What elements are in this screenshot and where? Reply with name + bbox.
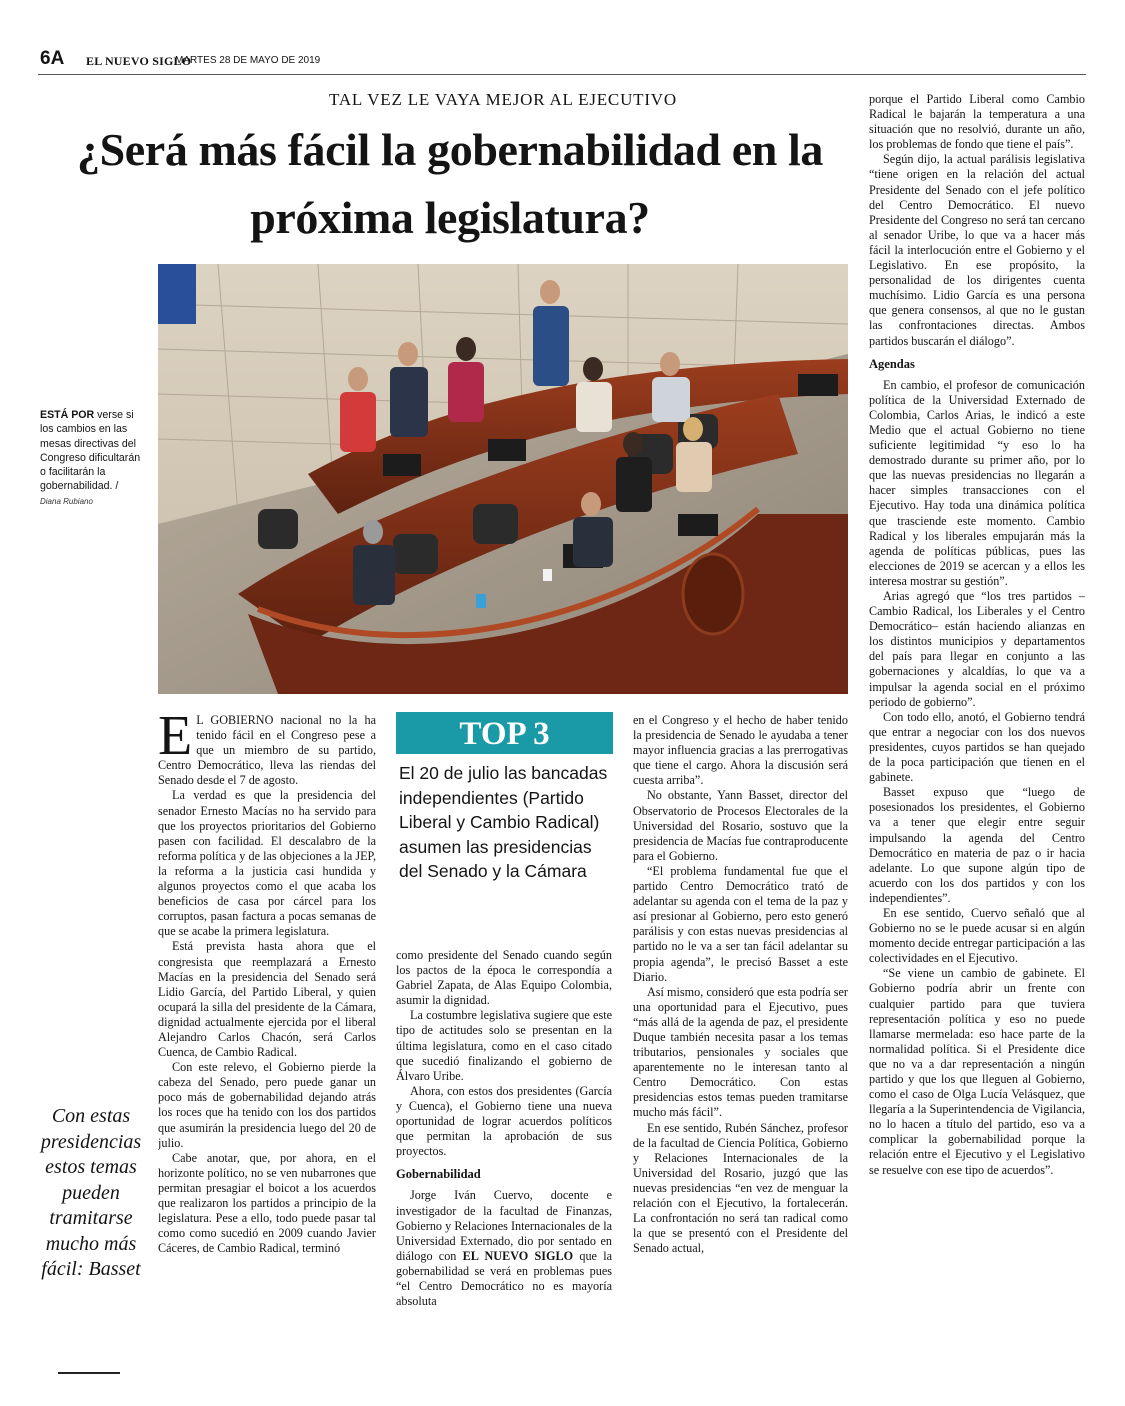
issue-date: MARTES 28 DE MAYO DE 2019 [175, 55, 321, 66]
article-paragraph: Arias agregó que “los tres partidos –Cambio Radical, los Liberales y el Centro Democrático– están haciendo alianzas en los distintos municipios y departamentos del país para llegar en conjunto a las gobernaciones y alcaldías, lo que va a impulsar la agenda social en el próximo periodo de gobierno”. [869, 589, 1085, 709]
subhead-agendas: Agendas [869, 356, 915, 371]
article-paragraph: Así mismo, consideró que esta podría ser una oportunidad para el Ejecutivo, pues “más allá de la agenda de paz, el presidente Duque también necesita pasar a los temas tributarios, pensionales y sociales que aparentemente no le interesan tanto al Centro Democrático. Con estas presidencias estos temas pueden tramitarse mucho más fácil”. [633, 984, 848, 1120]
article-column-1 [158, 713, 376, 1395]
article-lead-paragraph: E L GOBIERNO nacional no la ha tenido fácil en el Congreso pese a que un miembro de su partido, Centro Democrático, lleva las riendas del Senado desde el 7 de agosto. [158, 713, 376, 788]
top3-banner: TOP 3 [396, 712, 613, 754]
article-paragraph: “Se viene un cambio de gabinete. El Gobierno podría abrir un frente con cualquier partido para que tuviera representación política y eso no puede llamarse mermelada: eso hace parte de la normalidad política. Si el Presidente dice que no va a dar representación a ningún partido y que los que lleguen al Gobierno, como el caso de Olga Lucía Velásquez, que llegaría a la Superintendencia de Vigilancia, no lo hacen a título del partido, eso va a complicar la gobernabilidad porque la relación entre el Ejecutivo y el Legislativo se resuelve con ese tipo de acuerdos”. [869, 966, 1085, 1177]
article-paragraph: Ahora, con estos dos presidentes (García y Cuenca), el Gobierno tiene una nueva oportunidad de lograr acuerdos políticos que permitan la aprobación de sus proyectos. [396, 1083, 612, 1159]
caption-lead: ESTÁ POR [40, 409, 95, 421]
article-paragraph: Está prevista hasta ahora que el congresista que reemplazará a Ernesto Macías en la presidencia del Senado será Lidio García, del Partido Liberal, y quien ocupará la silla del presidente de la Cámara, dignidad actualmente ejercida por el liberal Alejandro Carlos Chacón, será Carlos Cuenca, de Cambio Radical. [158, 939, 376, 1060]
senate-chamber-photo [158, 264, 848, 694]
pull-quote-rule [58, 1372, 120, 1374]
article-paragraph: Cabe anotar, que, por ahora, en el horizonte político, no se ven nubarrones que permitan presagiar el boicot a los acuerdos que realizaron los partidos a principio de la legislatura. Pese a ello, todo puede pasar tal como como sucedió en 2009 cuando Javier Cáceres, de Cambio Radical, terminó [158, 1150, 376, 1256]
article-paragraph: En ese sentido, Cuervo señaló que al Gobierno no se le puede acusar si en algún momento decide entregar participación a las colectividades en el Ejecutivo. [869, 905, 1085, 966]
top3-text: El 20 de julio las bancadas independientes (Partido Liberal y Cambio Radical) asumen las presidencias del Senado y la Cámara [399, 763, 608, 881]
article-column-2-top [396, 948, 612, 1309]
subhead-gobernabilidad: Gobernabilidad [396, 1167, 481, 1182]
article-paragraph: En ese sentido, Rubén Sánchez, profesor de la facultad de Ciencia Política, Gobierno y Relaciones Internacionales de la Universidad del Rosario, juzgó que las nuevas presidencias “en vez de menguar la relación con el Ejecutivo, la fortalecerán. La confrontación no será tan radical como la que se presentó con el Presidente del Senado actual, [633, 1120, 848, 1256]
kicker: TAL VEZ LE VAYA MEJOR AL EJECUTIVO [329, 90, 677, 109]
article-paragraph: Con este relevo, el Gobierno pierde la cabeza del Senado, pero puede ganar un poco más de gobernabilidad dejando atrás los roces que ha tenido con los dos partidos que asumirán la presidencia luego del 20 de julio. [158, 1060, 376, 1150]
article-paragraph: Según dijo, la actual parálisis legislativa “tiene origen en la relación del actual Presidente del Senado con el jefe político del Centro Democrático. El nuevo Presidente del Congreso no será tan cercano al senador Uribe, lo que va a hacer más fácil la interlocución entre el Gobierno y el Legislativo. En ese propósito, la personalidad de los dirigentes cuenta muchísimo. Lidio García es una persona que genera consensos, al que no le gustan las confrontaciones directas. Ambos partidos buscarán el diálogo”. [869, 152, 1085, 348]
header-divider [38, 74, 1086, 75]
article-paragraph: En cambio, el profesor de comunicación política de la Universidad Externado de Colombia, Carlos Arias, le indicó a este Medio que el actual Gobierno no tiene suficiente legitimidad “y eso lo ha demostrado durante su primer año, por lo que las nuevas presidencias no llegarán a hacer simples transacciones con el Ejecutivo. Hay toda una dinámica política que trasciende este momento. Cambio Radical y los liberales empujarán más la agenda de políticas públicas, pues las elecciones de 2019 se acercan y a ellos les interesa mostrar su gestión”. [869, 377, 1085, 588]
page-number: 6A [40, 48, 65, 69]
article-paragraph: No obstante, Yann Basset, director del Observatorio de Procesos Electorales de la Universidad del Rosario, sostuvo que la presidencia de Macías fue contraproducente para el Gobierno. [633, 788, 848, 863]
pull-quote: Con estas presidencias estos temas pueden tramitarse mucho más fácil: Basset [40, 1105, 142, 1280]
photo-credit: Diana Rubiano [40, 496, 93, 506]
article-column-3 [633, 713, 848, 1395]
article-paragraph: Con todo ello, anotó, el Gobierno tendrá que entrar a negociar con los dos nuevos presidentes, cuyos partidos se han quejado de la poca participación que tienen en el gabinete. [869, 709, 1085, 785]
drop-cap: E [158, 713, 193, 767]
article-paragraph: en el Congreso y el hecho de haber tenido la presidencia de Senado le ayudaba a tener mayor influencia gracias a las prerrogativas que tiene el cargo. Ahora la discusión será cuesta arriba”. [633, 713, 848, 788]
article-paragraph: Jorge Iván Cuervo, docente e investigador de la facultad de Finanzas, Gobierno y Relaciones Internacionales de la Universidad Externado, dio por sentado en diálogo con EL NUEVO SIGLO que la gobernabilidad se verá en problemas pues “el Centro Democrático no es mayoría absoluta [396, 1188, 612, 1309]
caption-text: verse si los cambios en las mesas directivas del Congreso dificultarán o facilitarán la gobernabilidad. / [40, 409, 141, 493]
article-column-4 [869, 92, 1085, 1396]
article-paragraph: La costumbre legislativa sugiere que este tipo de actitudes solo se presentan en la última legislatura, como en el caso citado que sucedió finalizando el gobierno de Álvaro Uribe. [396, 1008, 612, 1083]
article-paragraph: “El problema fundamental fue que el partido Centro Democrático trató de adelantar su agenda con el tema de la paz y así presionar al Gobierno, pero esto generó parálisis y con estas nuevas presidencias al partido no le va a ser tan fácil adelantar su propia agenda”, le precisó Basset a este Diario. [633, 863, 848, 984]
headline: ¿Será más fácil la gobernabilidad en la próxima legislatura? [77, 124, 823, 243]
article-paragraph: Basset expuso que “luego de posesionados los presidentes, el Gobierno va a tener que elegir entre seguir impulsando la agenda del Centro Democrático en materia de paz o ir hacia adelante. Lo que supone algún tipo de acuerdo con los dos partidos y con los independientes”. [869, 785, 1085, 905]
newspaper-name: EL NUEVO SIGLO [86, 54, 192, 68]
newspaper-mention: EL NUEVO SIGLO [462, 1248, 574, 1263]
article-paragraph: como presidente del Senado cuando según los pactos de la época le correspondía a Gabriel Zapata, de Alas Equipo Colombia, asumir la dignidad. [396, 948, 612, 1008]
article-paragraph: porque el Partido Liberal como Cambio Radical le bajarán la temperatura a una situación que no resolvió, durante un año, los problemas de fondo que tiene el país”. [869, 92, 1085, 152]
article-paragraph: La verdad es que la presidencia del senador Ernesto Macías no ha servido para que los proyectos prioritarios del Gobierno pasen con facilidad. El descalabro de la reforma política y de las objeciones a la JEP, la reforma a la justicia casi hundida y algunos proyectos como el que acaba los beneficios de casa por cárcel para los corruptos, pasan factura a pocas semanas de que se acabe la primera legislatura. [158, 788, 376, 939]
photo-caption [40, 408, 148, 509]
